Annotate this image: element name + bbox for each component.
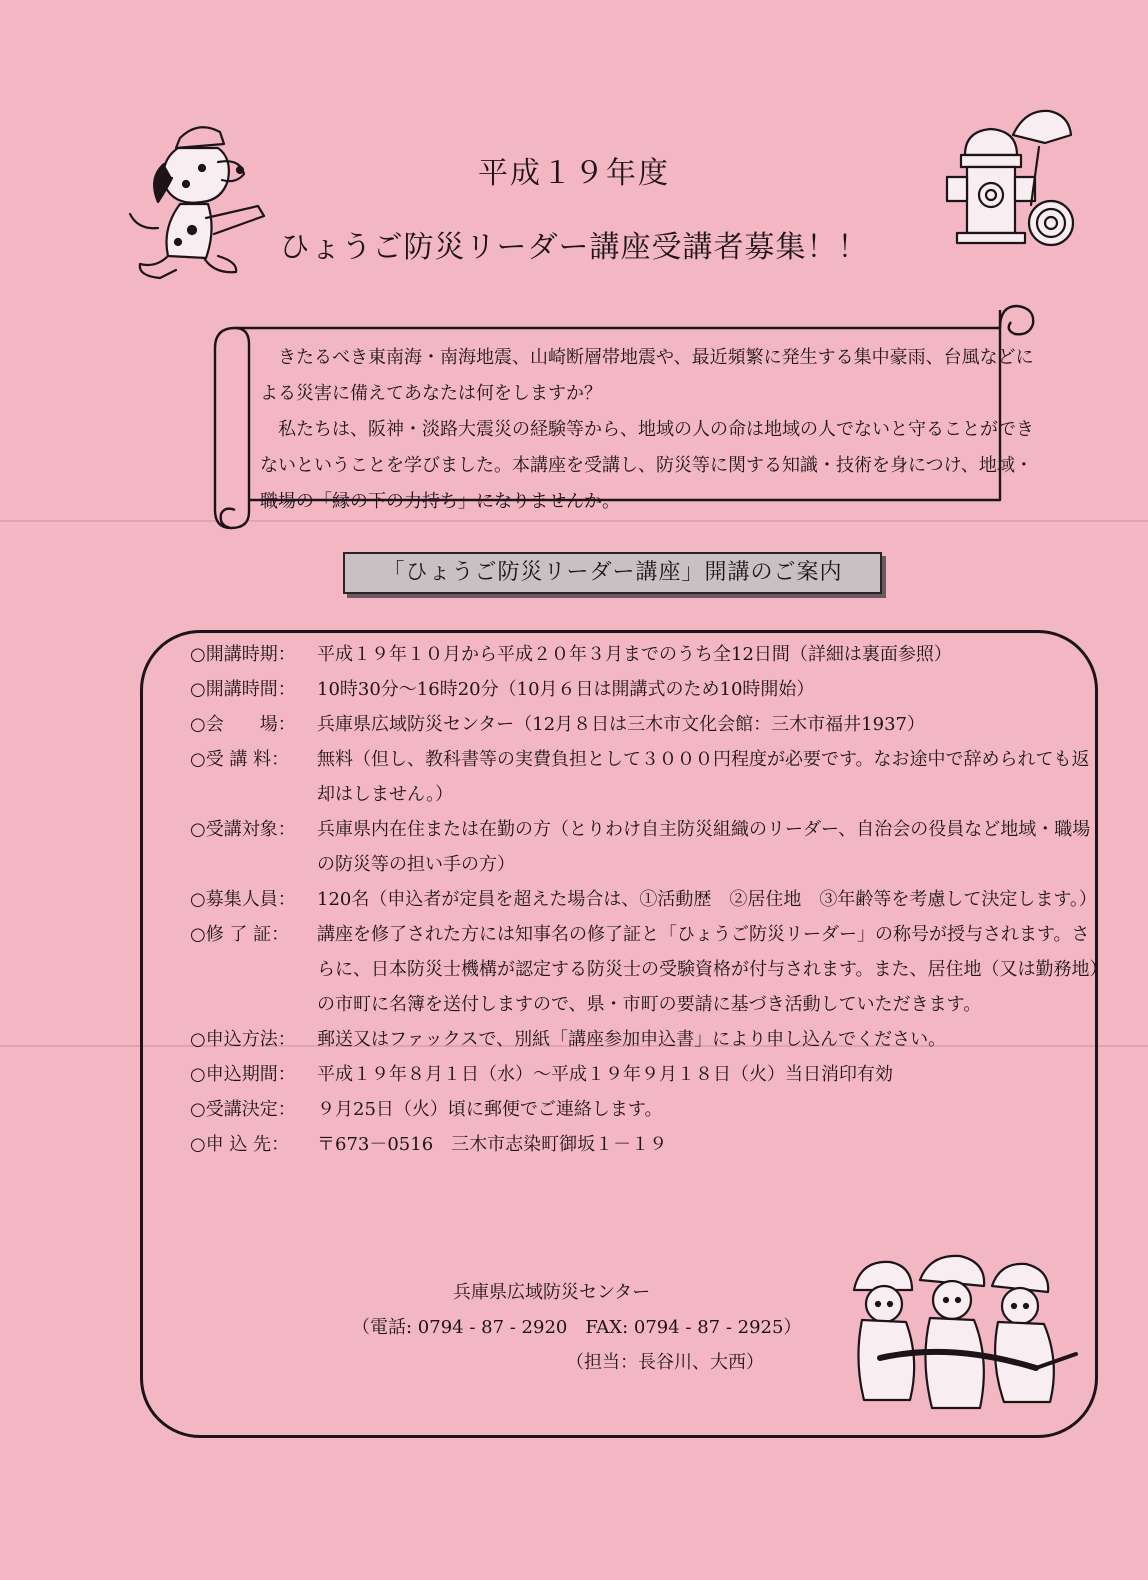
- info-value: 平成１９年１０月から平成２０年３月までのうち全12日間（詳細は裏面参照）: [317, 644, 952, 665]
- info-value: 郵送又はファックスで、別紙「講座参加申込書」により申し込んでください。: [317, 1029, 947, 1050]
- contact-person: （担当：長谷川、大西）: [566, 1352, 764, 1373]
- info-label: ○申込期間：: [190, 1064, 296, 1085]
- page-title: ひょうご防災リーダー講座受講者募集！！: [279, 230, 869, 265]
- info-list: [190, 637, 1100, 1162]
- info-label: ○申 込 先：: [190, 1134, 290, 1155]
- info-value: 120名（申込者が定員を超えた場合は、①活動歴 ②居住地 ③年齢等を考慮して決定します。）: [317, 889, 1097, 910]
- info-label: ○開講時期：: [190, 644, 296, 665]
- info-row-certificate: [190, 917, 1100, 1022]
- info-value: 10時30分～16時20分（10月６日は開講式のため10時開始）: [317, 679, 815, 700]
- info-label: ○募集人員：: [190, 889, 296, 910]
- info-value: 〒673－0516 三木市志染町御坂１－１９: [317, 1134, 668, 1155]
- info-value: 兵庫県広域防災センター（12月８日は三木市文化会館：三木市福井1937）: [317, 714, 925, 735]
- section-heading: 「ひょうご防災リーダー講座」開講のご案内: [343, 552, 882, 594]
- info-row-apply-period: [190, 1057, 1100, 1092]
- info-label: ○申込方法：: [190, 1029, 296, 1050]
- info-row-fee: [190, 742, 1100, 812]
- intro-paragraph: きたるべき東南海・南海地震、山崎断層帯地震や、最近頻繁に発生する集中豪雨、台風などによる災害に備えてあなたは何をしますか？: [260, 347, 1034, 404]
- info-row-address: [190, 1127, 1100, 1162]
- info-row-method: [190, 1022, 1100, 1057]
- info-value: 無料（但し、教科書等の実費負担として３０００円程度が必要です。なお途中で辞められても返却はしません。）: [317, 749, 1090, 805]
- intro-text: [260, 340, 1040, 520]
- info-row-decision: [190, 1092, 1100, 1127]
- info-label: ○受講決定：: [190, 1099, 296, 1120]
- info-value: 講座を修了された方には知事名の修了証と「ひょうご防災リーダー」の称号が授与されます。さらに、日本防災士機構が認定する防災士の受験資格が付与されます。また、居住地（又は勤務地）の市町に名簿を送付しますので、県・市町の要請に基づき活動していただきます。: [317, 924, 1099, 1015]
- page-year-title: 平成１９年度: [478, 156, 670, 191]
- info-label: ○開講時間：: [190, 679, 296, 700]
- info-value: ９月25日（火）頃に郵便でご連絡します。: [317, 1099, 663, 1120]
- info-row-target: [190, 812, 1100, 882]
- info-row-period: [190, 637, 1100, 672]
- info-row-time: [190, 672, 1100, 707]
- info-row-venue: [190, 707, 1100, 742]
- firefighters-illustration: [840, 1250, 1085, 1415]
- contact-org: 兵庫県広域防災センター: [453, 1282, 651, 1303]
- info-label: ○受 講 料：: [190, 749, 290, 770]
- contact-phone-fax: （電話: 0794 - 87 - 2920 FAX: 0794 - 87 - 2925）: [352, 1317, 802, 1338]
- intro-paragraph: 私たちは、阪神・淡路大震災の経験等から、地域の人の命は地域の人でないと守ることができないということを学びました。本講座を受講し、防災等に関する知識・技術を身につけ、地域・職場の「縁の下の力持ち」になりませんか。: [260, 419, 1034, 512]
- info-label: ○受講対象：: [190, 819, 296, 840]
- intro-scroll: [205, 300, 1040, 530]
- info-value: 兵庫県内在住または在勤の方（とりわけ自主防災組織のリーダー、自治会の役員など地域・職場の防災等の担い手の方）: [317, 819, 1091, 875]
- info-label: ○修 了 証：: [190, 924, 290, 945]
- info-row-capacity: [190, 882, 1100, 917]
- info-value: 平成１９年８月１日（水）～平成１９年９月１８日（火）当日消印有効: [317, 1064, 893, 1085]
- info-label: ○会 場：: [190, 714, 296, 735]
